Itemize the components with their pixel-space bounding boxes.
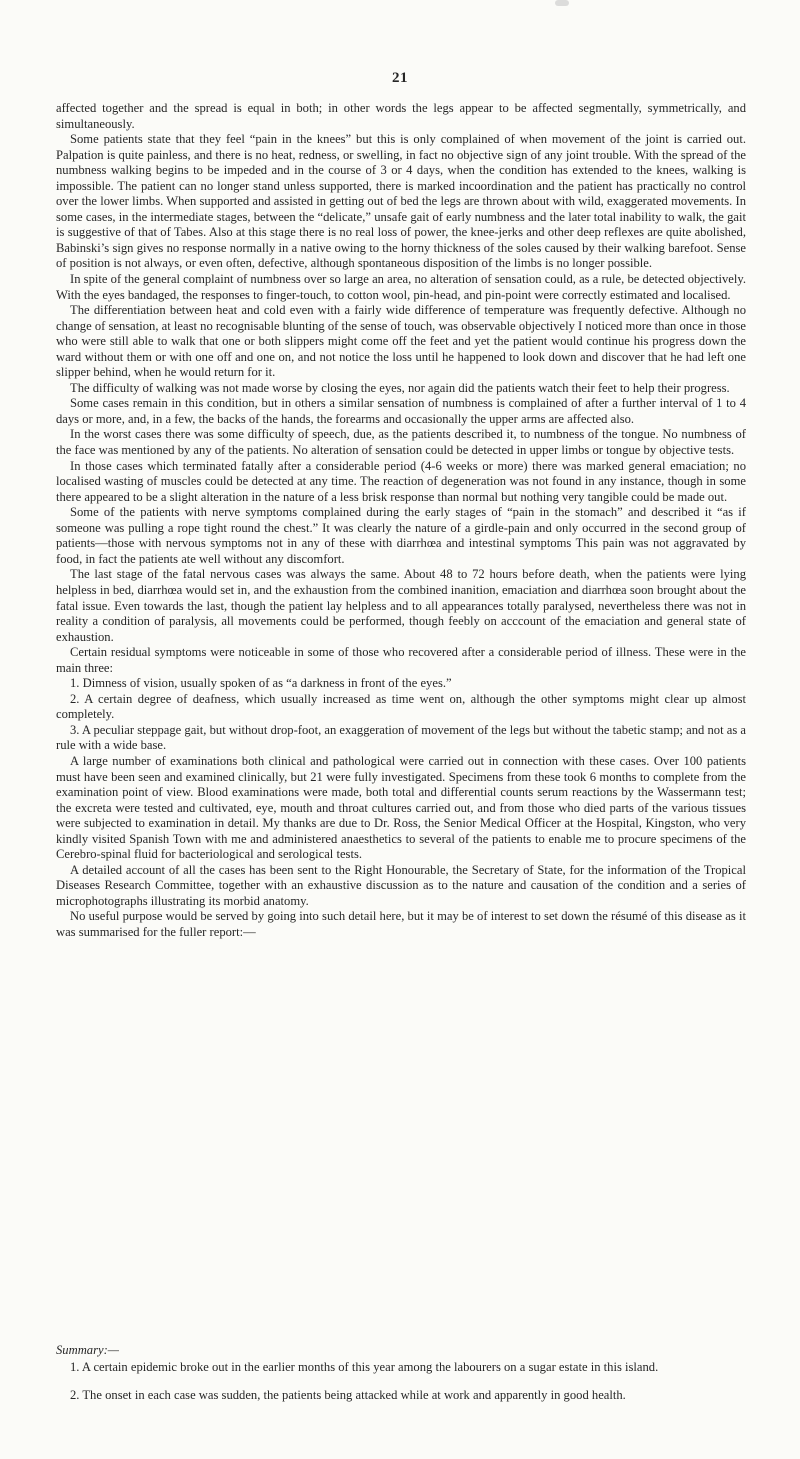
- paragraph: A large number of examinations both clinical and pathological were carried out in connection with these cases. Over 100 patients must have been seen and examined clinically, but 21 were fully investigated. Specimens from these took 6 months to complete from the examination point of view. Blood examinations were made, both total and differential counts serum reactions by the Wassermann test; the excreta were tested and cultivated, eye, mouth and throat cultures carried out, and from those who died parts of the various tissues were subjected to examination in detail. My thanks are due to Dr. Ross, the Senior Medical Officer at the Hospital, Kingston, who very kindly visited Spanish Town with me and administered anaesthetics to several of the patients to enable me to procure specimens of the Cerebro-spinal fluid for bacteriological and serological tests.: [56, 753, 746, 862]
- paragraph: In spite of the general complaint of numbness over so large an area, no alteration of sensation could, as a rule, be detected objectively. With the eyes bandaged, the responses to finger-touch, to cotton wool, pin-head, and pin-point were correctly estimated and localised.: [56, 272, 746, 302]
- list-item: 3. A peculiar steppage gait, but without drop-foot, an exaggeration of movement of the legs but without the tabetic stamp; and not as a rule with a wide base.: [56, 722, 746, 753]
- summary-item: 2. The onset in each case was sudden, the patients being attacked while at work and apparently in good health.: [70, 1388, 626, 1403]
- paragraph: In those cases which terminated fatally after a considerable period (4-6 weeks or more) there was marked general emaciation; no localised wasting of muscles could be detected at any time. The reaction of degeneration was not found in any instance, though in some there appeared to be a slight alteration in the nature of a less brisk response than normal but nothing very tangible could be made out.: [56, 458, 746, 504]
- page-number: 21: [392, 70, 408, 86]
- paragraph: Some of the patients with nerve symptoms complained during the early stages of “pain in the stomach” and described it “as if someone was pulling a rope tight round the chest.” It was clearly the nature of a girdle-pain and only occurred in the second group of patients—those with nervous symptoms not in any of these with diarrhœa and intestinal symptoms This pain was not aggravated by food, in fact the patients ate well without any discomfort.: [56, 505, 746, 566]
- summary-item: 1. A certain epidemic broke out in the earlier months of this year among the labourers on a sugar estate in this island.: [70, 1359, 659, 1374]
- paragraph: No useful purpose would be served by going into such detail here, but it may be of interest to set down the résumé of this disease as it was summarised for the fuller report:—: [56, 909, 746, 939]
- paragraph: The differentiation between heat and cold even with a fairly wide difference of temperature was frequently defective. Although no change of sensation, at least no recognisable blunting of the sense of touch, was observable objectively I noticed more than once in those who were still able to walk that one or both slippers might come off the feet and yet the patient would continue his progress down the ward without them or with one off and one on, and not notice the loss until he happened to look down and discover that he had left one slipper behind, when he would return for it.: [56, 303, 746, 380]
- paragraph: The last stage of the fatal nervous cases was always the same. About 48 to 72 hours before death, when the patients were lying helpless in bed, diarrhœa would set in, and the exhaustion from the combined inanition, emaciation and diarrhœa soon brought about the fatal issue. Even towards the last, though the patient lay helpless and to all appearances totally paralysed, nevertheless there was not in reality a condition of paralysis, all movements could be performed, though feebly on acccount of the emaciation and general state of exhaustion.: [56, 567, 746, 644]
- paragraph: A detailed account of all the cases has been sent to the Right Honourable, the Secretary of State, for the information of the Tropical Diseases Research Committee, together with an exhaustive discussion as to the nature and causation of the condition and a series of microphotographs illustrating its morbid anatomy.: [56, 862, 746, 908]
- body-text: [56, 101, 746, 941]
- paragraph: In the worst cases there was some difficulty of speech, due, as the patients described it, to numbness of the tongue. No numbness of the face was mentioned by any of the patients. No alteration of sensation could be detected in upper limbs or tongue by objective tests.: [56, 427, 746, 458]
- scan-mark: [555, 0, 569, 6]
- list-item: 1. Dimness of vision, usually spoken of as “a darkness in front of the eyes.”: [70, 676, 452, 691]
- summary-title: Summary:—: [56, 1343, 119, 1357]
- paragraph: Certain residual symptoms were noticeable in some of those who recovered after a considerable period of illness. These were in the main three:: [56, 645, 746, 675]
- summary-section: [56, 1343, 746, 1404]
- list-item: 2. A certain degree of deafness, which usually increased as time went on, although the other symptoms might clear up almost completely.: [56, 691, 746, 722]
- paragraph: Some cases remain in this condition, but in others a similar sensation of numbness is complained of after a further interval of 1 to 4 days or more, and, in a few, the backs of the hands, the forearms and occasionally the upper arms are affected also.: [56, 396, 746, 426]
- paragraph: The difficulty of walking was not made worse by closing the eyes, nor again did the patients watch their feet to help their progress.: [70, 380, 730, 395]
- paragraph: Some patients state that they feel “pain in the knees” but this is only complained of when movement of the joint is carried out. Palpation is quite painless, and there is no heat, redness, or swelling, in fact no objective sign of any joint trouble. With the spread of the numbness walking begins to be impeded and in the course of 3 or 4 days, when the condition has extended to the knees, walking is impossible. The patient can no longer stand unless supported, there is marked incoordination and the patient has practically no control over the lower limbs. When supported and assisted in getting out of bed the legs are thrown about with wild, exaggerated movements. In some cases, in the intermediate stages, between the “delicate,” unsafe gait of early numbness and the later total inability to walk, the gait is suggestive of that of Tabes. Also at this stage there is no real loss of power, the knee-jerks and other deep reflexes are quite abolished, Babinski’s sign gives no response normally in a native owing to the horny thickness of the soles caused by their walking barefoot. Sense of position is not always, or even often, defective, although spontaneous disposition of the limbs is no longer possible.: [56, 132, 746, 271]
- paragraph: affected together and the spread is equal in both; in other words the legs appear to be affected segmentally, symmetrically, and simultaneously.: [56, 101, 746, 131]
